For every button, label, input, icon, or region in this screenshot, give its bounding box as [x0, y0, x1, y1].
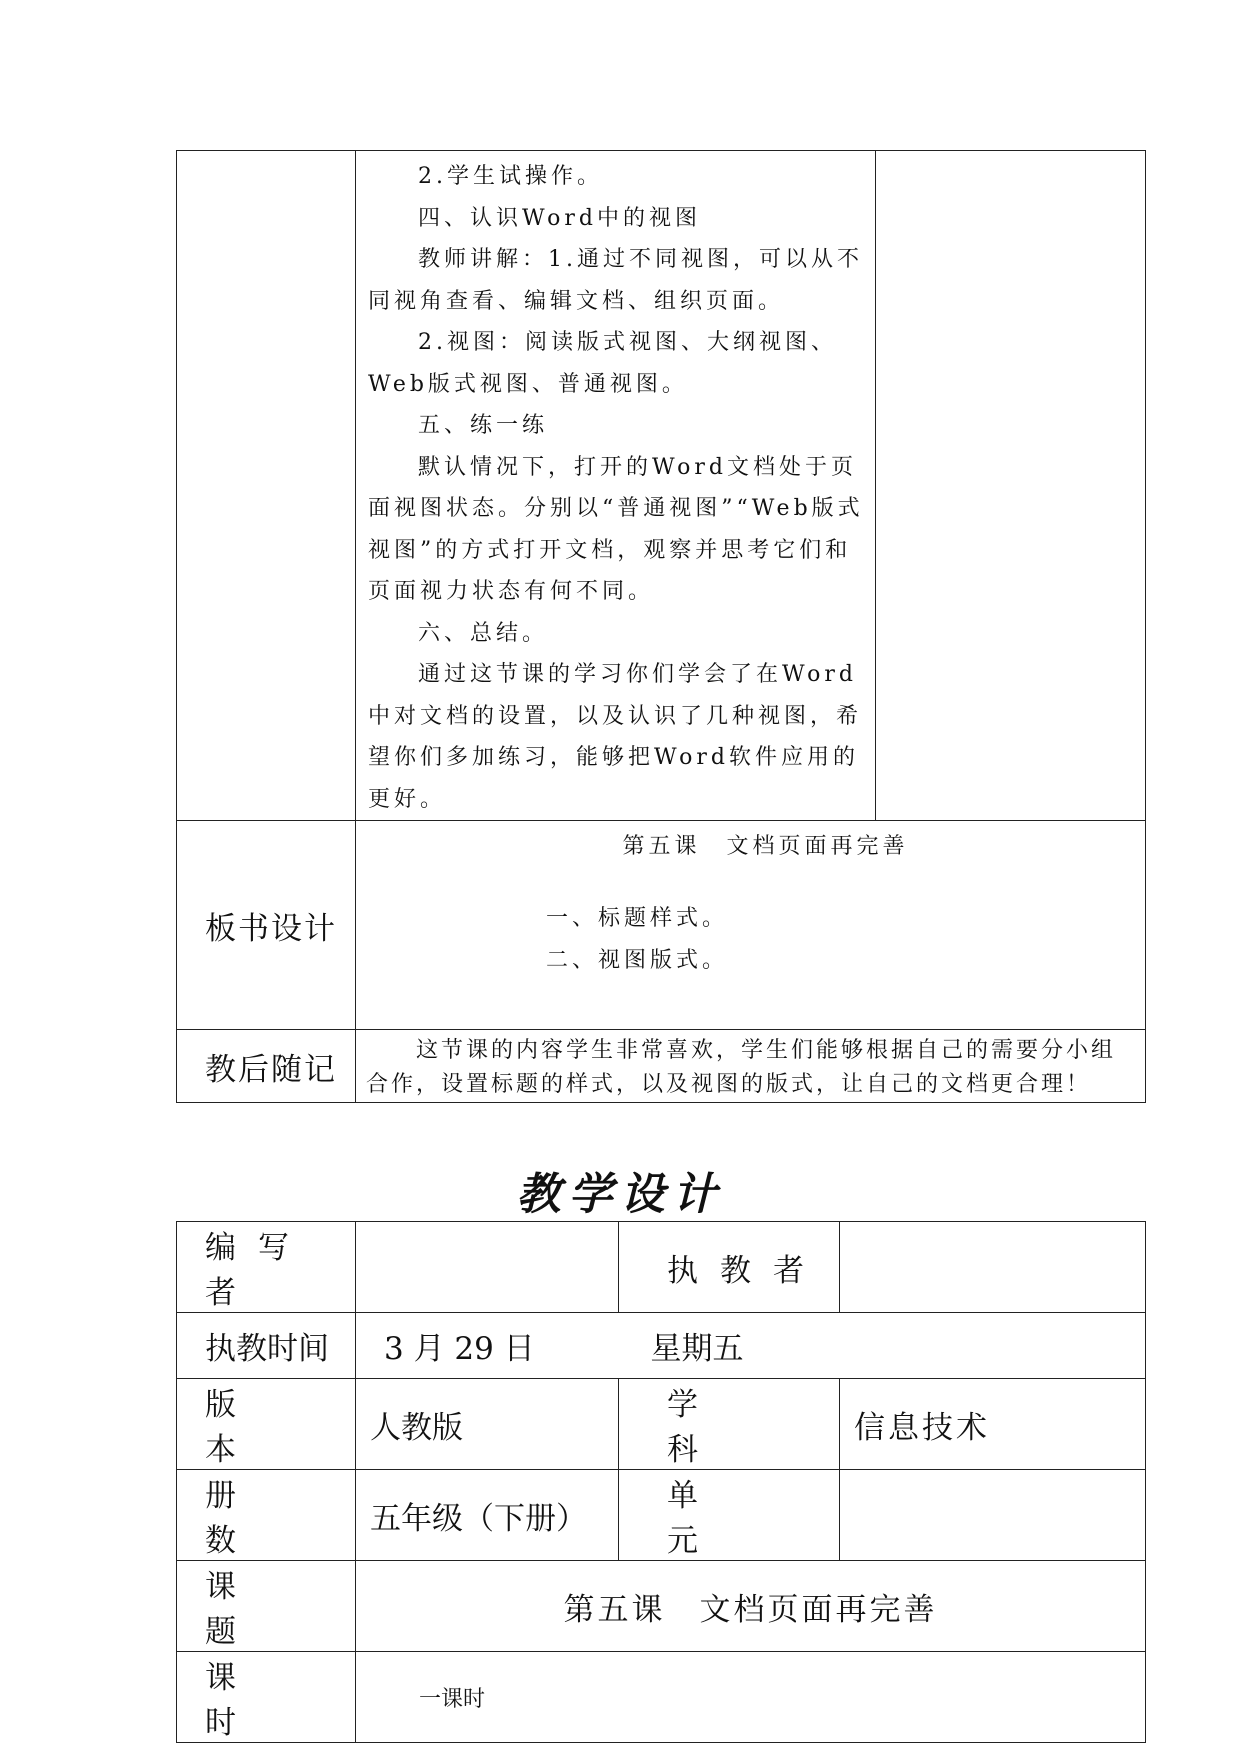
document-title: 教学设计: [516, 1169, 725, 1220]
board-design-cell: [356, 821, 1146, 1030]
time-date: 3 月 29 日: [384, 1331, 535, 1367]
empty-label-cell: [177, 151, 356, 821]
unit-label: 单元: [667, 1478, 768, 1559]
volume-label: 册数: [205, 1478, 306, 1559]
process-line-6: 默认情况下，打开的Word文档处于页面视图状态。分别以“普通视图”“Web版式视图”的方式打开文档，观察并思考它们和页面视力状态有何不同。: [368, 454, 864, 604]
teacher-value: [840, 1222, 1146, 1313]
lesson-info-table: [176, 1221, 1146, 1743]
process-line-8: 通过这节课的学习你们学会了在Word中对文档的设置，以及认识了几种视图，希望你们多加练习，能够把Word软件应用的更好。: [368, 662, 863, 812]
process-line-1: 2.学生试操作。: [418, 164, 603, 189]
teacher-label-cell: [619, 1222, 840, 1313]
teacher-label: 执教者: [667, 1252, 826, 1289]
topic-value: 第五课 文档页面再完善: [356, 1561, 1146, 1652]
time-weekday: 星期五: [650, 1331, 744, 1367]
period-label-cell: [177, 1652, 356, 1743]
volume-label-cell: [177, 1470, 356, 1561]
board-items: [356, 860, 1145, 982]
subject-label: 学科: [667, 1387, 768, 1468]
process-line-7: 六、总结。: [418, 620, 549, 646]
teaching-notes-text: 这节课的内容学生非常喜欢，学生们能够根据自己的需要分小组合作，设置标题的样式，以及视图的版式，让自己的文档更合理！: [366, 1038, 1117, 1097]
lesson-process-table: [176, 150, 1146, 1103]
board-item-1: 一、标题样式。: [546, 906, 729, 931]
edition-value: 人教版: [356, 1379, 619, 1470]
period-label: 课时: [205, 1660, 306, 1741]
subject-value: 信息技术: [840, 1379, 1146, 1470]
topic-label: 课题: [205, 1569, 306, 1650]
topic-label-cell: [177, 1561, 356, 1652]
volume-value: 五年级（下册）: [356, 1470, 619, 1561]
process-line-5: 五、练一练: [418, 413, 549, 438]
teaching-notes-cell: [356, 1030, 1146, 1103]
edition-label-cell: [177, 1379, 356, 1470]
author-value: [356, 1222, 619, 1313]
unit-value: [840, 1470, 1146, 1561]
author-label-cell: [177, 1222, 356, 1313]
process-cell: [356, 151, 876, 821]
time-label: 执教时间: [177, 1313, 356, 1379]
board-item-2: 二、视图版式。: [546, 948, 729, 973]
process-line-2: 四、认识Word中的视图: [418, 205, 701, 231]
board-title: 第五课 文档页面再完善: [622, 834, 909, 859]
process-line-3: 教师讲解：1.通过不同视图，可以从不同视角查看、编辑文档、组织页面。: [368, 247, 863, 314]
period-value: 一课时: [356, 1652, 1146, 1743]
time-value-cell: [356, 1313, 1146, 1379]
unit-label-cell: [619, 1470, 840, 1561]
author-label: 编写者: [205, 1230, 311, 1311]
teaching-notes-label: 教后随记: [177, 1030, 356, 1103]
process-line-4: 2.视图：阅读版式视图、大纲视图、Web版式视图、普通视图。: [368, 330, 837, 397]
empty-notes-cell: [876, 151, 1146, 821]
board-design-label: 板书设计: [177, 821, 356, 1030]
edition-label: 版本: [205, 1387, 306, 1468]
subject-label-cell: [619, 1379, 840, 1470]
